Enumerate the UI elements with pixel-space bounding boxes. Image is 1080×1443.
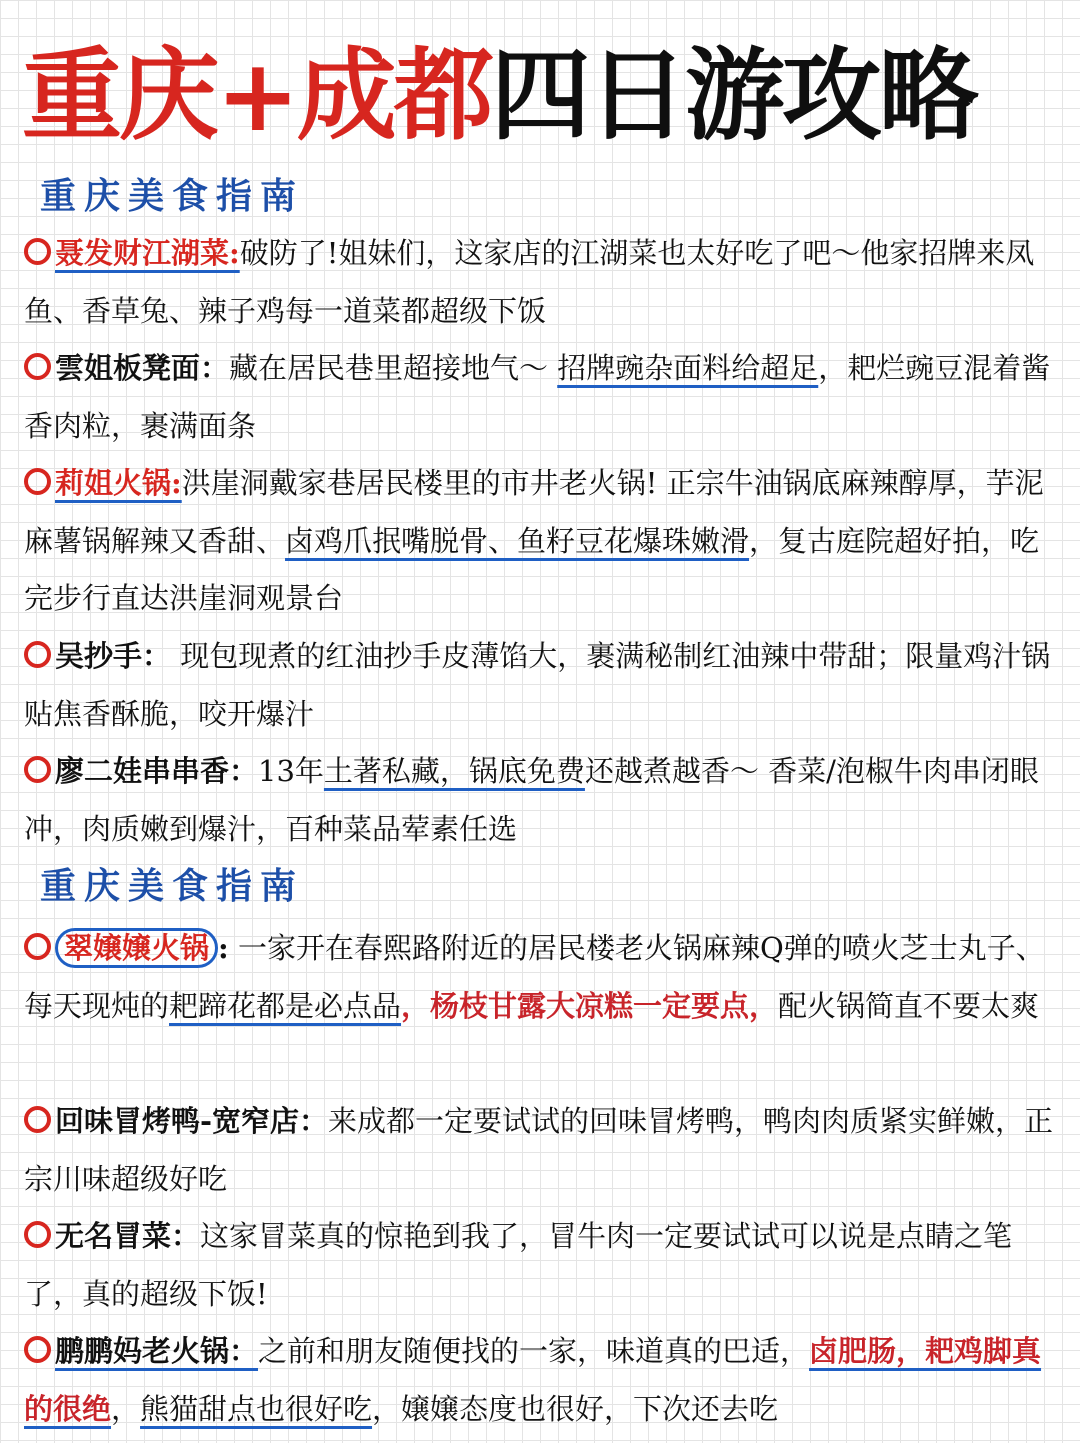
list-item [24,1208,1060,1323]
circle-bullet-icon [24,1336,51,1363]
title-red-part: 重庆+成都 [22,37,491,154]
circle-bullet-icon [24,756,51,783]
restaurant-name: 雲姐板凳面： [55,351,230,385]
restaurant-name: 廖二娃串串香： [55,754,259,788]
restaurant-description-end: 还越煮越香～ 香菜/泡椒牛肉串闭眼冲，肉质嫩到爆汁，百种菜品荤素任选 [24,754,1039,846]
restaurant-description-end: ，嬢嬢态度也很好，下次还去吃 [372,1391,779,1426]
section-title-chongqing-food: 重庆美食指南 [40,175,305,217]
highlighted-text: 土著私藏，锅底免费 [323,754,585,788]
restaurant-description: 现包现煮的红油抄手皮薄馅大，裹满秘制红油辣中带甜；限量鸡汁锅贴焦香酥脆，咬开爆汁 [24,639,1051,731]
name-colon: : [218,931,229,965]
circle-bullet-icon [24,933,51,960]
title-black-part: 四日游攻略 [490,37,976,154]
restaurant-name: 鹏鹏妈老火锅： [55,1334,259,1368]
restaurant-description-end: ，复古庭院超好拍，吃完步行直达洪崖洞观景台 [24,523,1040,615]
restaurant-name: 翠嬢嬢火锅 [55,928,218,968]
restaurant-description-end: ，耙烂豌豆混着酱香肉粒，裹满面条 [24,351,1051,443]
restaurant-description: 13年 [258,754,324,788]
list-item [24,1323,1060,1438]
highlighted-text: 耙蹄花都是必点品 [169,988,402,1023]
circle-bullet-icon [24,1106,51,1133]
highlighted-text: 卤鸡爪抿嘴脱骨、鱼籽豆花爆珠嫩滑 [285,523,750,558]
list-item [24,340,1060,455]
highlighted-text: 熊猫甜点也很好吃 [140,1391,373,1426]
restaurant-name: 聂发财江湖菜: [55,236,240,270]
circle-bullet-icon [24,1221,51,1248]
restaurant-description-end: 配火锅简直不要太爽 [778,988,1040,1023]
list-item [24,920,1060,1035]
highlighted-text: 招牌豌杂面料给超足 [557,351,819,385]
list-item [24,743,1060,858]
restaurant-description: 来成都一定要试试的回味冒烤鸭，鸭肉肉质紧实鲜嫩，正宗川味超级好吃 [24,1104,1054,1196]
restaurant-description: 洪崖洞戴家巷居民楼里的市井老火锅! 正宗牛油锅底麻辣醇厚，芋泥麻薯锅解辣又香甜、 [24,466,1044,558]
red-highlight-text: 卤肥肠，耙鸡脚真的很绝 [24,1334,1042,1426]
circle-bullet-icon [24,238,51,265]
list-item [24,1093,1060,1208]
list-item [24,455,1060,628]
restaurant-description: 一家开在春熙路附近的居民楼老火锅麻辣Q弹的喷火芝士丸子、每天现炖的 [24,931,1045,1023]
restaurant-name: 吴抄手： [55,639,172,673]
separator-text: ， [111,1391,141,1426]
restaurant-name: 无名冒菜： [55,1219,201,1253]
page-title [22,36,1062,156]
list-item [24,225,1060,340]
restaurant-description: 藏在居民巷里超接地气～ [229,351,558,385]
restaurant-description: 这家冒菜真的惊艳到我了，冒牛肉一定要试试可以说是点睛之笔了，真的超级下饭! [24,1219,1013,1311]
restaurant-description: 破防了!姐妹们，这家店的江湖菜也太好吃了吧～他家招牌来凤鱼、香草兔、辣子鸡每一道菜都超级下饭 [24,236,1035,328]
circle-bullet-icon [24,353,51,380]
section-title-second-food: 重庆美食指南 [40,865,305,907]
circle-bullet-icon [24,641,51,668]
circle-bullet-icon [24,468,51,495]
restaurant-description: 之前和朋友随便找的一家，味道真的巴适， [258,1334,810,1368]
red-highlight-text: ，杨枝甘露大凉糕一定要点， [401,988,779,1023]
list-item [24,628,1060,743]
restaurant-name: 回味冒烤鸭-宽窄店： [55,1104,329,1138]
restaurant-name: 莉姐火锅: [55,466,182,500]
